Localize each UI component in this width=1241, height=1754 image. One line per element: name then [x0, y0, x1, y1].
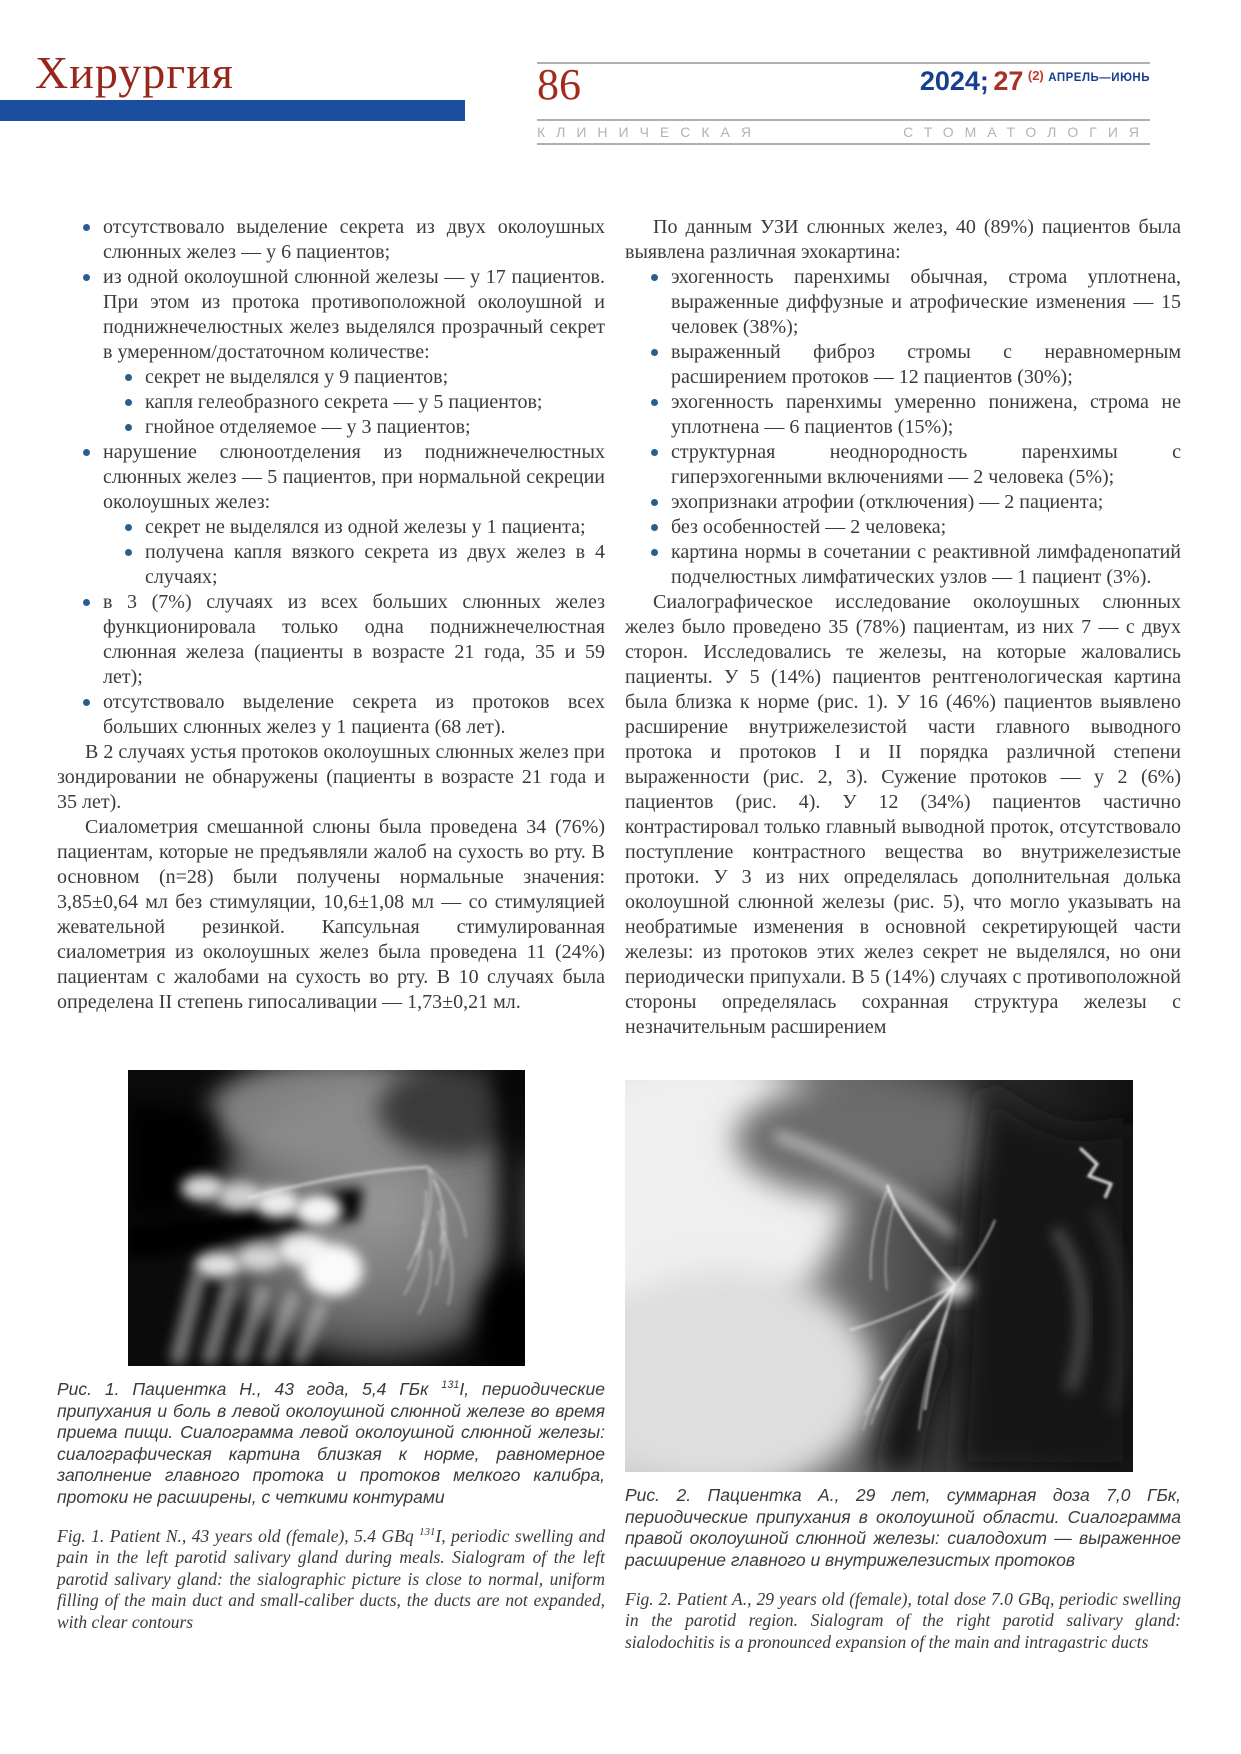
- left-column-text: [57, 215, 605, 1015]
- bullet-icon: [125, 524, 132, 531]
- header-rule-bottom: [537, 143, 1150, 145]
- list-item: [57, 690, 605, 740]
- section-title: Хирургия: [35, 47, 234, 98]
- journal-word-1: КЛИНИЧЕСКАЯ: [537, 124, 762, 140]
- paragraph: Сиалометрия смешанной слюны была проведена 34 (76%) пациентам, которые не предъявляли жалоб на сухость во рту. В основном (n=28) были получены нормальные значения: 3,85±0,64 мл без стимуляции, 10,6±1,08 мл — со стимуляцией жевательной резинкой. Капсульная стимулированная сиалометрия из околоушных желез была проведена 11 (24%) пациентам с жалобами на сухость во рту. В 10 случаях была определена II степень гипосаливации — 1,73±0,21 мл.: [57, 816, 605, 1013]
- list-item: [57, 540, 605, 590]
- fig2-caption-ru: Рис. 2. Пациентка А., 29 лет, суммарная доза 7,0 ГБк, периодические припухания в околоушной области. Сиалограмма правой околоушной слюнной железы: сиалодохит — выраженное расширение главного и внутрижелезистых протоков: [625, 1485, 1181, 1570]
- list-item-text: отсутствовало выделение секрета из протоков всех больших слюнных желез у 1 пациента (68 лет).: [103, 691, 605, 738]
- list-item: [57, 440, 605, 515]
- list-item: [57, 265, 605, 365]
- header-rule-top: [537, 62, 1150, 64]
- journal-word-2: СТОМАТОЛОГИЯ: [903, 124, 1150, 140]
- list-item-text: эхогенность паренхимы умеренно понижена, строма не уплотнена — 6 пациентов (15%);: [671, 391, 1181, 438]
- bullet-icon: [125, 424, 132, 431]
- list-item-text: без особенностей — 2 человека;: [671, 516, 947, 538]
- bullet-icon: [83, 599, 90, 606]
- bullet-icon: [125, 549, 132, 556]
- fig1-caption-en: Fig. 1. Patient N., 43 years old (female), 5.4 GBq $^{131}$I, periodic swelling and pain in the left parotid salivary gland during meals. Sialogram of the left parotid salivary gland: the sialographic picture is close to normal, uniform filling of the main duct and small-caliber ducts, the ducts are not expanded, with clear contours: [57, 1525, 606, 1632]
- list-item: [625, 515, 1181, 540]
- paragraph: В 2 случаях устья протоков околоушных слюнных желез при зондировании не обнаружены (пациенты в возрасте 21 года и 35 лет).: [57, 741, 606, 813]
- issue-months: АПРЕЛЬ—ИЮНЬ: [1048, 72, 1150, 84]
- fig2-xray-image: [625, 1080, 1133, 1472]
- list-item: [625, 540, 1181, 590]
- list-item-text: картина нормы в сочетании с реактивной лимфаденопатий подчелюстных лимфатических узлов — 1 пациент (3%).: [671, 541, 1181, 588]
- list-item-text: структурная неоднородность паренхимы с гиперэхогенными включениями — 2 человека (5%);: [671, 441, 1181, 488]
- isotope-superscript: 131: [419, 1525, 436, 1538]
- list-item-text: нарушение слюноотделения из поднижнечелюстных слюнных желез — 5 пациентов, при нормальной секреции околоушных желез:: [103, 441, 605, 513]
- page-number: 86: [537, 60, 581, 109]
- list-item-text: эхогенность паренхимы обычная, строма уплотнена, выраженные диффузные и атрофические изменения — 15 человек (38%);: [671, 266, 1181, 338]
- fig1-xray-image: [128, 1070, 525, 1366]
- bullet-icon: [125, 374, 132, 381]
- list-item: [57, 415, 605, 440]
- issue-number: (2): [1027, 68, 1044, 83]
- list-item-text: капля гелеобразного секрета — у 5 пациентов;: [145, 391, 543, 413]
- list-item-text: отсутствовало выделение секрета из двух околоушных слюнных желез — у 6 пациентов;: [103, 216, 605, 263]
- list-item: [57, 390, 605, 415]
- issue-year: 2024;: [919, 66, 989, 96]
- paragraph: По данным УЗИ слюнных желез, 40 (89%) пациентов была выявлена различная эхокартина:: [625, 216, 1181, 263]
- list-item-text: эхопризнаки атрофии (отключения) — 2 пациента;: [671, 491, 1104, 513]
- list-item: [625, 340, 1181, 390]
- bullet-icon: [83, 224, 90, 231]
- list-item: [625, 490, 1181, 515]
- list-item-text: в 3 (7%) случаях из всех больших слюнных желез функционировала только одна поднижнечелюстная слюнная железа (пациенты в возрасте 21 года, 35 и 59 лет);: [103, 591, 605, 688]
- list-item: [625, 440, 1181, 490]
- header-blue-bar: [0, 100, 465, 121]
- bullet-icon: [651, 549, 658, 556]
- paragraph: Сиалографическое исследование околоушных слюнных желез было проведено 35 (78%) пациентам, из них 7 — с двух сторон. Исследовались те железы, на которые жаловались пациенты. У 5 (14%) пациентов рентгенологическая картина была близка к норме (рис. 1). У 16 (46%) пациентов выявлено расширение внутрижелезистой части главного выводного протока и протоков I и II порядка различной степени выраженности (рис. 2, 3). Сужение протоков — у 2 (6%) пациентов (рис. 4). У 12 (34%) пациентов частично контрастировал только главный выводной проток, отсутствовало поступление контрастного вещества во внутрижелезистые протоки. У 3 из них определялась дополнительная долька околоушной слюнной железы (рис. 5), что могло указывать на необратимые изменения в основной секретирующей части железы: из протоков этих желез секрет не выделялся, но они периодически припухали. В 5 (14%) случаях с противоположной стороны определялась сохранная структура железы с незначительным расширением: [625, 591, 1181, 1038]
- bullet-icon: [83, 449, 90, 456]
- bullet-icon: [125, 399, 132, 406]
- list-item-text: секрет не выделялся из одной железы у 1 пациента;: [145, 516, 586, 538]
- bullet-icon: [651, 349, 658, 356]
- journal-name: [537, 121, 1150, 143]
- list-item: [57, 515, 605, 540]
- right-column: [625, 215, 1181, 1671]
- fig1-caption-ru: Рис. 1. Пациентка Н., 43 года, 5,4 ГБк $^{131}$I, периодические припухания и боль в левой околоушной слюнной железе во время приема пищи. Сиалограмма левой околоушной слюнной железы: сиалографическая картина близкая к норме, равномерное заполнение главного протока и протоков мелкого калибра, протоки не расширены, с четкими контурами: [57, 1379, 606, 1507]
- fig2-caption-en: Fig. 2. Patient A., 29 years old (female), total dose 7.0 GBq, periodic swelling in the parotid region. Sialogram of the right parotid salivary gland: sialodochitis is a pronounced expansion of the main and intragastric ducts: [625, 1588, 1181, 1652]
- bullet-icon: [83, 274, 90, 281]
- bullet-icon: [651, 274, 658, 281]
- list-item-text: гнойное отделяемое — у 3 пациентов;: [145, 416, 471, 438]
- list-item: [625, 265, 1181, 340]
- right-column-text: [625, 215, 1181, 1040]
- bullet-icon: [651, 524, 658, 531]
- list-item: [57, 215, 605, 265]
- bullet-icon: [651, 499, 658, 506]
- bullet-icon: [651, 449, 658, 456]
- list-item: [57, 590, 605, 690]
- issue-info: [537, 66, 1150, 97]
- bullet-icon: [651, 399, 658, 406]
- list-item-text: секрет не выделялся у 9 пациентов;: [145, 366, 449, 388]
- list-item-text: выраженный фиброз стромы с неравномерным расширением протоков — 12 пациентов (30%);: [671, 341, 1181, 388]
- left-column: [57, 215, 605, 1651]
- list-item: [57, 365, 605, 390]
- bullet-icon: [83, 699, 90, 706]
- issue-volume: 27: [993, 66, 1024, 96]
- list-item-text: получена капля вязкого секрета из двух желез в 4 случаях;: [145, 541, 605, 588]
- list-item-text: из одной околоушной слюнной железы — у 17 пациентов. При этом из протока противоположной околоушной и поднижнечелюстных желез выделялся прозрачный секрет в умеренном/достаточном количестве:: [103, 266, 605, 363]
- isotope-superscript: 131: [441, 1379, 460, 1392]
- list-item: [625, 390, 1181, 440]
